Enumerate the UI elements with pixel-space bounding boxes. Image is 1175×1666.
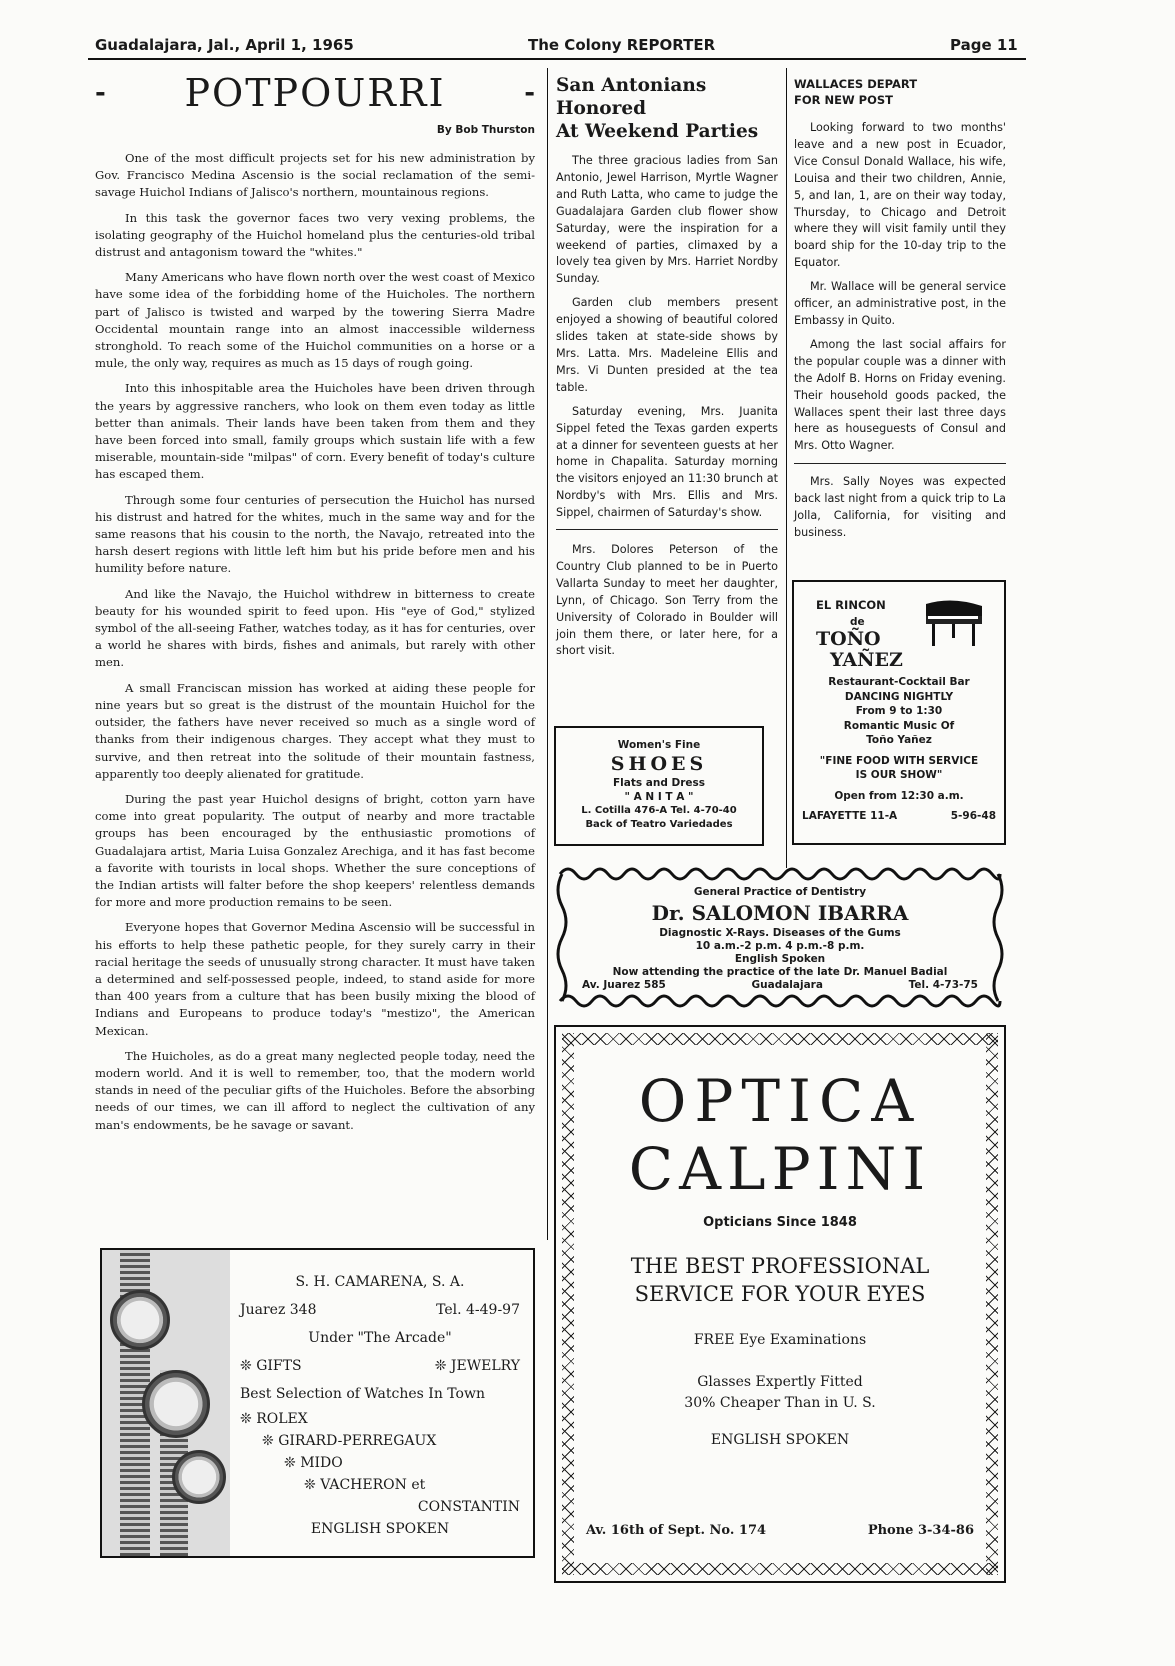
optica-english: ENGLISH SPOKEN [710, 1432, 850, 1448]
rincon-slogan-1: "FINE FOOD WITH SERVICE [819, 754, 979, 767]
camarena-name: S. H. CAMARENA, S. A. [295, 1274, 465, 1290]
title-dash-right: - [524, 78, 535, 108]
wallaces-article [794, 76, 1006, 549]
article-paragraph: Through some four centuries of persecution the Huichol has nursed his distrust and hatred for the whites, much in the same way and for the same reasons that his cousin to the north, the Navajo, retreated into the harsh desert regions with little left him but his pride before men and his humility before nature. [95, 492, 535, 576]
article-paragraph: During the past year Huichol designs of bright, cotton yarn have come into great popularity. The output of nearby and more tractable groups has been encouraged by the enthusiastic promotions of Guadalajara artist, Maria Luisa Gonzalez Arechiga, and it has fast become a favorite with tourists in local shops. Whether the sure conceptions of the Indian artists will falter before the shop keepers' relentless demands for more and more production remains to be seen. [95, 791, 535, 910]
section-divider [556, 529, 778, 530]
article-paragraph: Garden club members present enjoyed a showing of beautiful colored slides taken at state-side shows by Mrs. Latta. Mrs. Madeleine Ellis and Mrs. Vi Dunten presided at the tea table. [556, 296, 778, 394]
article-paragraph: And like the Navajo, the Huichol withdrew in bitterness to create beauty for his wounded spirit to feed upon. His "eye of God," stylized symbol of the all-seeing Father, watches today, as it has for centuries, over a world he shares with birds, fishes and animals, but rarely with other men. [95, 586, 535, 670]
camarena-gifts: ❊ GIFTS [240, 1358, 302, 1374]
zigzag-border-right [986, 1033, 998, 1575]
wallaces-headline-1: WALLACES DEPART [794, 77, 918, 91]
article-paragraph: Everyone hopes that Governor Medina Ascensio will be successful in his efforts to help these pathetic people, for they surely carry in their racial heritage the seeds of unusually strong character. It must have taken a determined and self-possessed people, indeed, to stand aside for more than 400 years from a culture that has been busily mixing the blood of Indians and Europeans to produce today's "mestizo", the American Mexican. [95, 920, 535, 1038]
brand-rolex: ❊ ROLEX [240, 1411, 308, 1427]
article-paragraph: In this task the governor faces two very vexing problems, the isolating geography of the Huichol homeland plus the centuries-old tribal distrust and antagonism toward the "whites." [95, 210, 535, 260]
optica-line-8: 30% Cheaper Than in U. S. [684, 1395, 876, 1411]
rincon-line-1: EL RINCON [816, 598, 886, 612]
rincon-name-2: YAÑEZ [830, 649, 903, 671]
rincon-line-5: Restaurant-Cocktail Bar [828, 676, 970, 688]
shoes-address: L. Cotilla 476-A Tel. 4-70-40 [581, 805, 737, 816]
camarena-phone: Tel. 4-49-97 [436, 1302, 520, 1318]
rincon-line-8: Romantic Music Of [843, 719, 955, 732]
watch-icon [172, 1450, 226, 1504]
potpourri-title: POTPOURRI [184, 71, 446, 115]
article-paragraph: Into this inhospitable area the Huicholes have been driven through the years by aggressive ranchers, who look on them even today as little better than animals. Their lands have been taken from them and they have been forced into small, family groups which sustain life with a few miserable, mountain-side "milpas" of corn. Every benefit of today's culture has escaped them. [95, 381, 535, 482]
dentist-line-6: Now attending the practice of the late Dr. Manuel Badial [612, 966, 948, 978]
camarena-text [240, 1268, 520, 1540]
shoes-line-2: SHOES [610, 753, 708, 775]
article-paragraph: A small Franciscan mission has worked at aiding these people for nine years but so great is the distrust of the mountain Huichol for the outsider, the fathers have never received so much as a single word of thanks from their indigenous charges. They accept what they must to survive, and then retreat into the solitude of their mountain fastness, apparently too deeply alienated for gratitude. [95, 680, 535, 781]
ad-camarena [100, 1248, 535, 1558]
watch-icon [110, 1290, 170, 1350]
headline-line-1: San Antonians Honored [556, 75, 707, 119]
optica-footer [586, 1523, 974, 1538]
potpourri-body [95, 150, 535, 1134]
peterson-item: Mrs. Dolores Peterson of the Country Club planned to be in Puerto Vallarta Sunday to meet her daughter, Lynn, of Chicago. Son Terry from the University of Colorado in Boulder will join them there, or later here, for a short visit. [556, 543, 778, 658]
article-paragraph: Among the last social affairs for the popular couple was a dinner with the Adolf B. Horns on Friday evening. Their household goods packed, the Wallaces spent their last three days here as houseguests of Consul and Mrs. Otto Wagner. [794, 337, 1006, 453]
section-divider [794, 463, 1006, 464]
wallaces-headline-2: FOR NEW POST [794, 93, 893, 107]
noyes-item: Mrs. Sally Noyes was expected back last night from a quick trip to La Jolla, California, for visiting and business. [794, 475, 1006, 539]
camarena-brands [240, 1408, 520, 1518]
brand-girard: ❊ GIRARD-PERREGAUX [262, 1433, 437, 1449]
dentist-address: Av. Juarez 585 [582, 979, 666, 991]
optica-line-1: OPTICA [638, 1067, 922, 1135]
shoes-location: Back of Teatro Variedades [585, 819, 733, 830]
article-paragraph: The three gracious ladies from San Antonio, Jewel Harrison, Myrtle Wagner and Ruth Latta, who came to judge the Guadalajara Garden club flower show Saturday, were the inspiration for a weekend of parties, climaxed by a lovely tea given by Mrs. Harriet Nordby Sunday. [556, 154, 778, 286]
rincon-phone: 5-96-48 [950, 810, 996, 822]
ad-dentist [554, 860, 1006, 1015]
brand-mido: ❊ MIDO [284, 1455, 343, 1471]
article-paragraph: Mr. Wallace will be general service officer, an administrative post, in the Embassy in Quito. [794, 280, 1006, 327]
zigzag-border-bottom [562, 1563, 998, 1575]
zigzag-border-top [562, 1033, 998, 1045]
optica-line-4: THE BEST PROFESSIONAL [630, 1254, 930, 1278]
bullet-icon: ❊ [262, 1433, 274, 1449]
optica-line-7: Glasses Expertly Fitted [697, 1374, 863, 1390]
dentist-hours: 10 a.m.-2 p.m. 4 p.m.-8 p.m. [695, 940, 865, 952]
dentist-text [574, 886, 986, 992]
camarena-address: Juarez 348 [240, 1302, 317, 1318]
optica-address: Av. 16th of Sept. No. 174 [586, 1523, 767, 1538]
masthead-page-number: Page 11 [950, 36, 1018, 54]
masthead-date: Guadalajara, Jal., April 1, 1965 [95, 36, 354, 54]
article-paragraph: One of the most difficult projects set for his new administration by Gov. Francisco Medina Ascensio is the social reclamation of the semi-savage Huichol Indians of Jalisco's northern, mountainous regions. [95, 151, 535, 200]
bullet-icon: ❊ [240, 1358, 252, 1374]
brand-constantin: CONSTANTIN [417, 1499, 520, 1515]
dentist-name: Dr. SALOMON IBARRA [651, 901, 909, 925]
bullet-icon: ❊ [240, 1411, 252, 1427]
camarena-arcade: Under "The Arcade" [308, 1330, 452, 1346]
optica-phone: Phone 3-34-86 [867, 1523, 974, 1538]
camarena-gifts-row [240, 1352, 520, 1380]
wallaces-body [794, 120, 1006, 455]
dentist-line-3: Diagnostic X-Rays. Diseases of the Gums [659, 927, 901, 939]
rincon-hours: Open from 12:30 a.m. [834, 789, 964, 802]
camarena-jewelry: ❊ JEWELRY [434, 1358, 520, 1374]
san-antonians-article [556, 74, 778, 667]
bullet-icon: ❊ [434, 1358, 447, 1374]
rincon-slogan-2: IS OUR SHOW" [855, 769, 943, 781]
san-antonians-body [556, 153, 778, 522]
headline-line-2: At Weekend Parties [556, 121, 759, 142]
dentist-phone: Tel. 4-73-75 [908, 979, 978, 991]
rincon-address: LAFAYETTE 11-A [802, 810, 898, 822]
optica-text [580, 1067, 980, 1448]
column-rule-1 [547, 68, 548, 1240]
brand-vacheron: ❊ VACHERON et [304, 1477, 426, 1493]
article-paragraph: Many Americans who have flown north over the west coast of Mexico have some idea of the forbidding home of the Huicholes. The northern part of Jalisco is twisted and warped by the towering Sierra Madre Occidental mountain range into an almost inaccessible wilderness stronghold. To reach some of the Huichol communities on a horse or a mule, the only way, requires as much as 15 days of rough going. [95, 270, 535, 371]
masthead-rule [88, 58, 1026, 60]
dentist-english: English Spoken [734, 953, 826, 965]
dentist-city: Guadalajara [751, 979, 823, 991]
zigzag-border-left [562, 1033, 574, 1575]
watches-image [102, 1250, 230, 1556]
bullet-icon: ❊ [304, 1477, 316, 1493]
article-paragraph: The Huicholes, as do a great many neglected people today, need the modern world. And it is well to remember, too, that the modern world stands in need of the peculiar gifts of the Huicholes. Before the absorbing needs of our times, we can ill afford to neglect the cultivation of any man's endowments, be he savage or savant. [95, 1048, 535, 1132]
ad-shoes [554, 726, 764, 846]
optica-line-2: CALPINI [628, 1135, 932, 1203]
article-paragraph: Looking forward to two months' leave and a new post in Ecuador, Vice Consul Donald Wallace, his wife, Louisa and their two children, Annie, 5, and Ian, 1, are on their way today, Thursday, to Chicago and Detroit where they will visit family until they board ship for the 10-day trip to the Equator. [794, 121, 1006, 270]
shoes-line-3: Flats and Dress [612, 777, 706, 789]
potpourri-article [95, 68, 535, 1142]
ad-optica-calpini [554, 1025, 1006, 1583]
bullet-icon: ❊ [284, 1455, 296, 1471]
masthead-paper-name: The Colony REPORTER [528, 36, 716, 54]
watch-icon [142, 1370, 210, 1438]
optica-line-5: SERVICE FOR YOUR EYES [634, 1282, 926, 1306]
column-rule-2 [786, 68, 787, 868]
dentist-footer [574, 979, 986, 992]
rincon-line-7: From 9 to 1:30 [855, 705, 943, 717]
optica-free-exams: FREE Eye Examinations [693, 1332, 867, 1348]
ad-el-rincon [792, 580, 1006, 845]
rincon-footer [800, 809, 998, 824]
optica-since: Opticians Since 1848 [703, 1215, 857, 1230]
camarena-selection: Best Selection of Watches In Town [240, 1386, 485, 1402]
grand-piano-icon [922, 596, 986, 648]
article-paragraph: Saturday evening, Mrs. Juanita Sippel feted the Texas garden experts at a dinner for seventeen guests at her home in Chapalita. Saturday morning the visitors enjoyed an 11:30 brunch at Nordby's with Mrs. Ellis and Mrs. Sippel, chairmen of Saturday's show. [556, 404, 778, 520]
byline: By Bob Thurston [436, 124, 535, 136]
shoes-line-1: Women's Fine [617, 739, 701, 751]
rincon-line-9: Toño Yañez [866, 734, 932, 746]
dentist-line-1: General Practice of Dentistry [693, 886, 867, 898]
camarena-address-row [240, 1296, 520, 1324]
camarena-english: ENGLISH SPOKEN [310, 1521, 450, 1537]
shoes-line-4: " A N I T A " [624, 791, 694, 803]
title-dash-left: - [95, 78, 106, 108]
rincon-line-6: DANCING NIGHTLY [844, 690, 954, 703]
potpourri-header [95, 68, 535, 118]
rincon-line-2: de [850, 615, 865, 628]
rincon-name-1: TOÑO [816, 628, 881, 650]
